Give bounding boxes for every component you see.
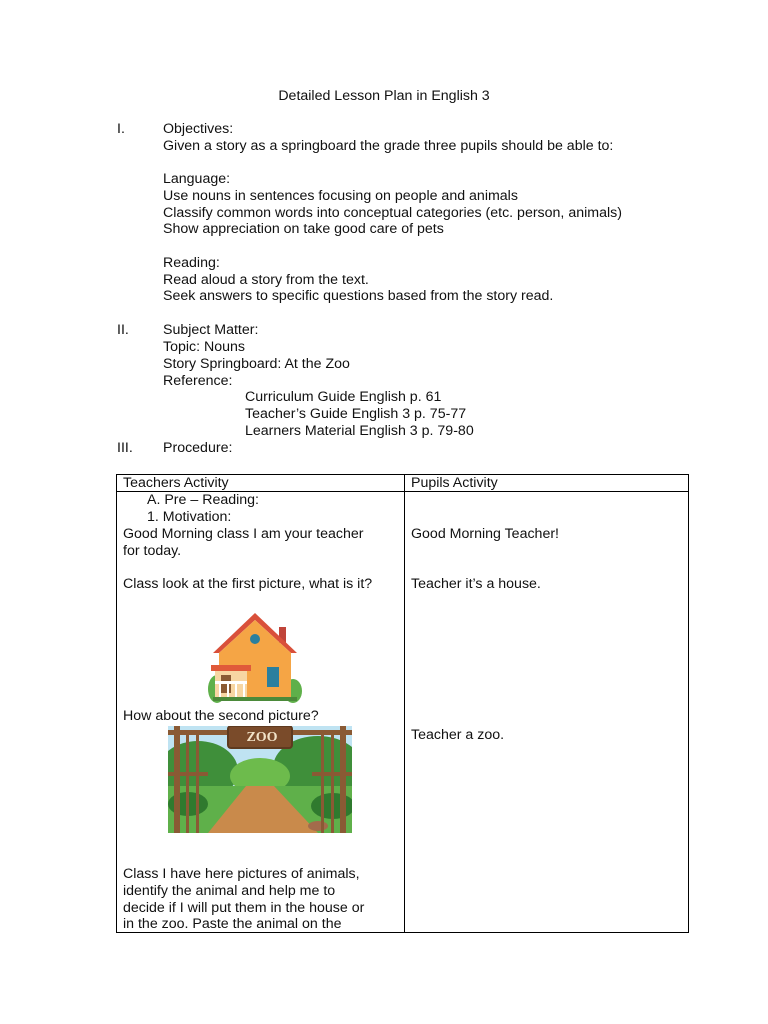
animals-instruction-line: in the zoo. Paste the animal on the [123, 916, 342, 932]
section-number-objectives: I. [117, 121, 125, 137]
reference-heading: Reference: [163, 373, 233, 389]
header-pupils-activity: Pupils Activity [411, 475, 498, 491]
reading-heading: Reading: [163, 255, 220, 271]
procedure-heading: Procedure: [163, 440, 233, 456]
second-picture-question: How about the second picture? [123, 708, 319, 724]
animals-instruction-line: Class I have here pictures of animals, [123, 866, 360, 882]
story-line: Story Springboard: At the Zoo [163, 356, 350, 372]
reference-item: Teacher’s Guide English 3 p. 75-77 [245, 406, 467, 422]
language-item: Use nouns in sentences focusing on people and animals [163, 188, 518, 204]
reading-item: Read aloud a story from the text. [163, 272, 369, 288]
topic-line: Topic: Nouns [163, 339, 246, 355]
header-teachers-activity: Teachers Activity [123, 475, 229, 491]
animals-instruction-line: identify the animal and help me to [123, 883, 336, 899]
section-number-procedure: III. [117, 440, 133, 456]
house-picture [207, 609, 303, 705]
teacher-greeting-line: for today. [123, 543, 182, 559]
teacher-greeting-line: Good Morning class I am your teacher [123, 526, 364, 542]
pupil-zoo-answer: Teacher a zoo. [411, 727, 505, 743]
zoo-sign-text: ZOO [246, 730, 278, 745]
pupil-house-answer: Teacher it’s a house. [411, 576, 541, 592]
motivation-label: 1. Motivation: [147, 509, 232, 525]
reading-item: Seek answers to specific questions based from the story read. [163, 288, 554, 304]
table-column-divider [404, 475, 405, 932]
pupil-greeting: Good Morning Teacher! [411, 526, 560, 542]
section-number-subject-matter: II. [117, 322, 129, 338]
objectives-intro: Given a story as a springboard the grade three pupils should be able to: [163, 138, 614, 154]
language-item: Classify common words into conceptual categories (etc. person, animals) [163, 205, 622, 221]
animals-instruction-line: decide if I will put them in the house or [123, 900, 365, 916]
language-heading: Language: [163, 171, 231, 187]
reference-item: Curriculum Guide English p. 61 [245, 389, 442, 405]
language-item: Show appreciation on take good care of pets [163, 221, 444, 237]
subject-matter-heading: Subject Matter: [163, 322, 259, 338]
objectives-heading: Objectives: [163, 121, 234, 137]
reference-item: Learners Material English 3 p. 79-80 [245, 423, 474, 439]
document-title: Detailed Lesson Plan in English 3 [278, 88, 490, 104]
procedure-table [116, 474, 689, 933]
pre-reading-label: A. Pre – Reading: [147, 492, 259, 508]
first-picture-question: Class look at the first picture, what is it? [123, 576, 373, 592]
